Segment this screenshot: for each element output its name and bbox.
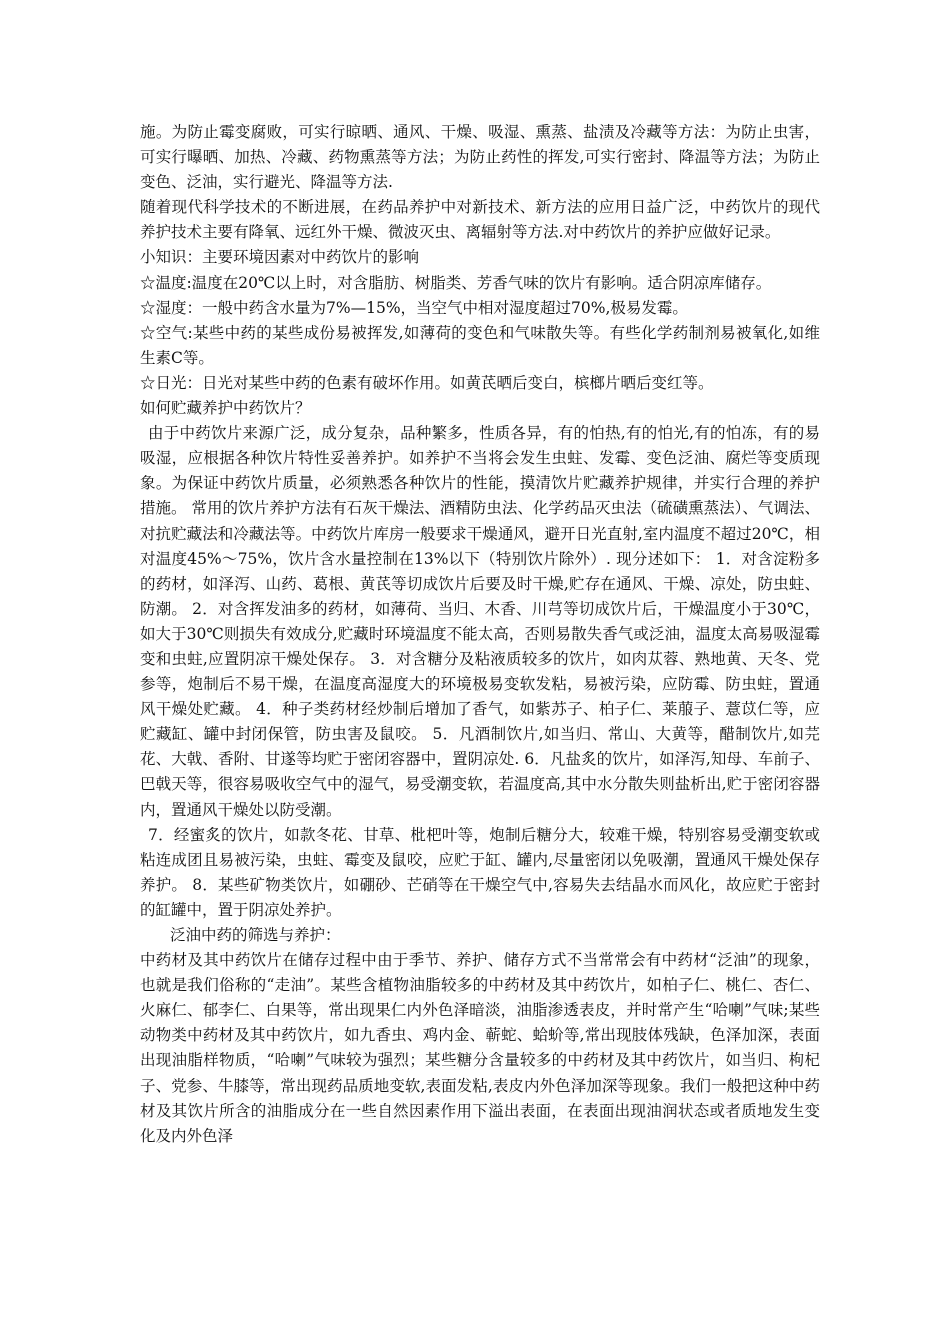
tip-temperature: ☆温度:温度在20℃以上时，对含脂肪、树脂类、芳香气味的饮片有影响。适合阴凉库储存。: [140, 273, 772, 292]
heading-how-to-store: 如何贮藏养护中药饮片？: [140, 399, 311, 418]
paragraph-storage-details: 由于中药饮片来源广泛，成分复杂，品种繁多，性质各异，有的怕热,有的怕光,有的怕冻，有的易吸湿，应根据各种饮片特性妥善养护。如养护不当将会发生虫蛀、发霉、变色泛油、腐烂等变质现象。为保证中药饮片质量，必须熟悉各种饮片的性能，摸清饮片贮藏养护规律，并实行合理的养护措施。 常用的饮片养护方法有石灰干燥法、酒精防虫法、化学药品灭虫法（硫磺熏蒸法）、气调法、对抗贮藏法和冷藏法等。中药饮片库房一般要求干燥通风，避开日光直射,室内温度不超过20℃，相对温度45%～75%，饮片含水量控制在13%以下（特别饮片除外）. 现分述如下： 1．对含淀粉多的药材，如泽泻、山药、葛根、黄芪等切成饮片后要及时干燥,贮存在通风、干燥、凉处，防虫蛀、防潮。 2．对含挥发油多的药材，如薄荷、当归、木香、川芎等切成饮片后，干燥温度小于30℃，如大于30℃则损失有效成分,贮藏时环境温度不能太高，否则易散失香气或泛油，温度太高易吸湿霉变和虫蛀,应置阴凉干燥处保存。 3．对含糖分及粘液质较多的饮片，如肉苁蓉、熟地黄、天冬、党参等，炮制后不易干燥，在温度高湿度大的环境极易变软发粘，易被污染，应防霉、防虫蛀，置通风干燥处贮藏。 4．种子类药材经炒制后增加了香气，如紫苏子、柏子仁、莱菔子、薏苡仁等，应贮藏缸、罐中封闭保管，防虫害及鼠咬。 5．凡酒制饮片,如当归、常山、大黄等，醋制饮片,如芫花、大戟、香附、甘遂等均贮于密闭容器中，置阴凉处. 6．凡盐炙的饮片，如泽泻,知母、车前子、巴戟天等，很容易吸收空气中的湿气，易受潮变软，若温度高,其中水分散失则盐析出,贮于密闭容器内，置通风干燥处以防受潮。: [140, 424, 820, 819]
tip-sunlight: ☆日光：日光对某些中药的色素有破坏作用。如黄芪晒后变白，槟榔片晒后变红等。: [140, 373, 714, 392]
tip-humidity: ☆湿度：一般中药含水量为7%—15%，当空气中相对湿度超过70%,极易发霉。: [140, 298, 688, 317]
paragraph-modern-techniques: 随着现代科学技术的不断进展，在药品养护中对新技术、新方法的应用日益广泛，中药饮片的现代养护技术主要有降氧、远红外干燥、微波灭虫、离辐射等方法.对中药饮片的养护应做好记录。: [140, 198, 820, 242]
paragraph-oil-phenomenon: 中药材及其中药饮片在储存过程中由于季节、养护、储存方式不当常常会有中药材“泛油”的现象，也就是我们俗称的“走油”。某些含植物油脂较多的中药材及其中药饮片，如柏子仁、桃仁、杏仁、火麻仁、郁李仁、白果等，常出现果仁内外色泽暗淡，油脂渗透表皮，并时常产生“哈喇”气味;某些动物类中药材及其中药饮片，如九香虫、鸡内金、蕲蛇、蛤蚧等,常出现肢体残缺，色泽加深，表面出现油脂样物质，“哈喇”气味较为强烈；某些糖分含量较多的中药材及其中药饮片，如当归、枸杞子、党参、牛膝等，常出现药品质地变软,表面发粘,表皮内外色泽加深等现象。我们一般把这种中药材及其饮片所含的油脂成分在一些自然因素作用下溢出表面，在表面出现油润状态或者质地发生变化及内外色泽: [140, 951, 820, 1145]
tip-air: ☆空气:某些中药的某些成份易被挥发,如薄荷的变色和气味散失等。有些化学药制剂易被氧化,如维生素C等。: [140, 323, 820, 367]
paragraph-honey-mineral: 7．经蜜炙的饮片，如款冬花、甘草、枇杷叶等，炮制后糖分大，较难干燥，特别容易受潮变软或粘连成团且易被污染，虫蛀、霉变及鼠咬，应贮于缸、罐内,尽量密闭以免吸潮，置通风干燥处保存养护。 8．某些矿物类饮片，如硼砂、芒硝等在干燥空气中,容易失去结晶水而风化，故应贮于密封的缸罐中，置于阴凉处养护。: [140, 825, 820, 919]
document-page: [140, 120, 820, 1149]
heading-tips: 小知识：主要环境因素对中药饮片的影响: [140, 248, 420, 267]
heading-oil-screening: 泛油中药的筛选与养护：: [170, 926, 341, 944]
paragraph-storage-methods: 施。为防止霉变腐败，可实行晾晒、通风、干燥、吸湿、熏蒸、盐渍及冷藏等方法：为防止虫害，可实行曝晒、加热、冷藏、药物熏蒸等方法；为防止药性的挥发,可实行密封、降温等方法；为防止变色、泛油，实行避光、降温等方法.: [140, 123, 820, 192]
